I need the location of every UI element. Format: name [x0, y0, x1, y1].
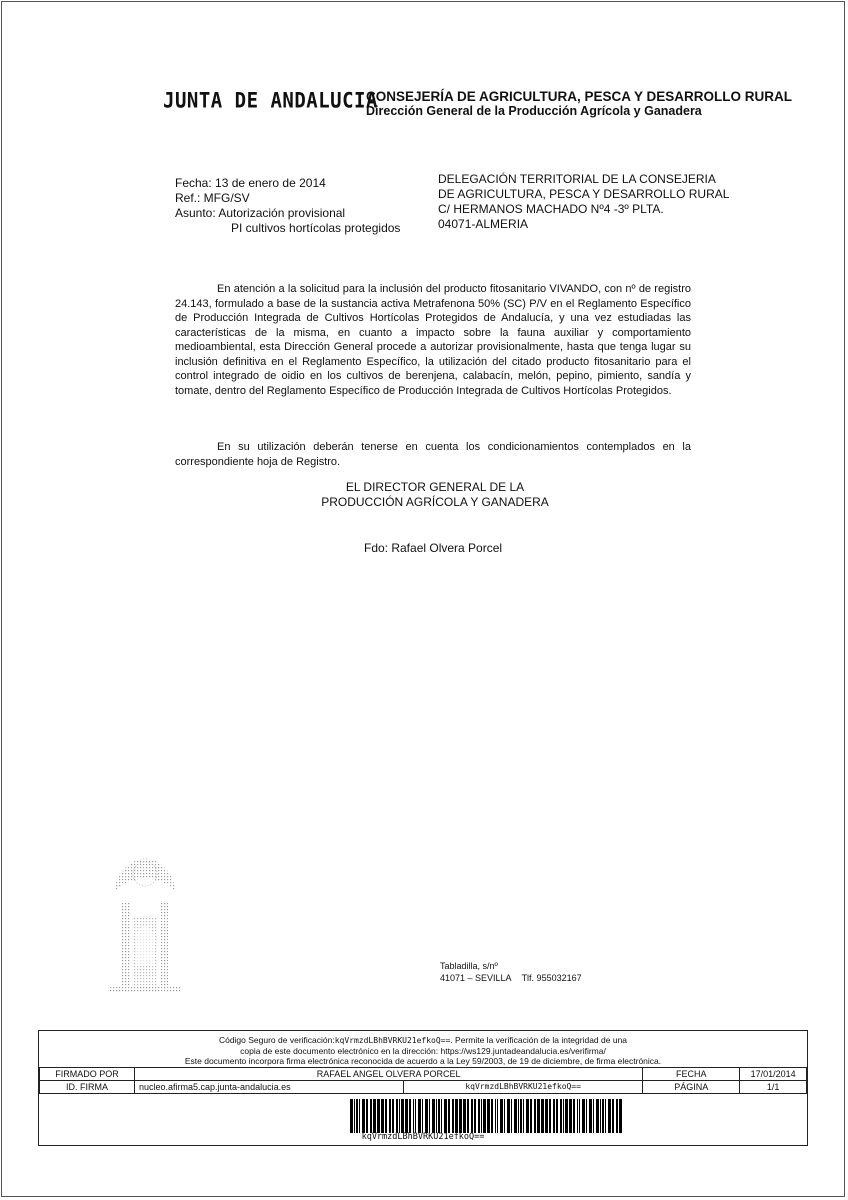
barcode-bar: [474, 1099, 476, 1133]
barcode-bar: [370, 1099, 372, 1133]
barcode-bar: [356, 1099, 358, 1133]
barcode-bar: [537, 1099, 540, 1133]
barcode-bar: [560, 1099, 562, 1133]
barcode-bar: [589, 1099, 592, 1133]
barcode-bar: [514, 1099, 517, 1133]
street: Tabladilla, s/nº: [440, 961, 498, 971]
barcode-bar: [438, 1099, 440, 1133]
idfirma-value: nucleo.afirma5.cap.junta-andalucia.es: [135, 1081, 404, 1094]
barcode-bar: [556, 1099, 558, 1133]
barcode-bar: [586, 1099, 587, 1133]
barcode-bar: [422, 1099, 423, 1133]
barcode-bar: [459, 1099, 462, 1133]
andalucia-emblem-icon: [98, 846, 192, 996]
firmado-label: FIRMADO POR: [40, 1068, 135, 1081]
barcode-bar: [409, 1099, 411, 1133]
barcode-bar: [471, 1099, 473, 1133]
barcode-bar: [573, 1099, 575, 1133]
barcode-bar: [413, 1099, 414, 1133]
barcode-bar: [381, 1099, 384, 1133]
barcode-bar: [436, 1099, 437, 1133]
consejeria-title: CONSEJERÍA DE AGRICULTURA, PESCA Y DESARROLLO RURAL: [366, 89, 793, 104]
fecha-value: 17/01/2014: [740, 1068, 807, 1081]
barcode-bar: [495, 1099, 496, 1133]
firmado-value: RAFAEL ANGEL OLVERA PORCEL: [135, 1068, 643, 1081]
barcode-bar: [354, 1099, 355, 1133]
signatory-name: Fdo: Rafael Olvera Porcel: [364, 541, 503, 555]
barcode-bar: [425, 1099, 428, 1133]
barcode-bar: [463, 1099, 466, 1133]
recipient-address: [438, 172, 729, 232]
verification-code: kqVrmzdLBhBVRKU21efkoQ==: [334, 1036, 451, 1045]
barcode-bar: [596, 1099, 599, 1133]
verification-legal-line: Este documento incorpora firma electrónica reconocida de acuerdo a la Ley 59/2003, de 19 de diciembre, de firma electrónica.: [184, 1056, 662, 1066]
barcode-bar: [396, 1099, 398, 1133]
barcode-bar: [616, 1099, 618, 1133]
barcode-bar: [511, 1099, 512, 1133]
barcode-bar: [565, 1099, 568, 1133]
barcode-bar: [582, 1099, 585, 1133]
barcode-bar: [385, 1099, 387, 1133]
barcode-bar: [602, 1099, 604, 1133]
table-row: [40, 1081, 807, 1094]
barcode-bar: [526, 1099, 529, 1133]
barcode-bar: [401, 1099, 404, 1133]
barcode-bar: [392, 1099, 394, 1133]
barcode-bar: [593, 1099, 594, 1133]
barcode-bar: [534, 1099, 536, 1133]
idfirma-label: ID. FIRMA: [40, 1081, 135, 1094]
signatory-title-line: EL DIRECTOR GENERAL DE LA: [345, 480, 525, 494]
pagina-label: PÁGINA: [643, 1081, 740, 1094]
barcode-bar: [373, 1099, 376, 1133]
barcode-bar: [389, 1099, 391, 1133]
verification-box: [38, 1030, 808, 1146]
phone: Tlf. 955032167: [521, 973, 582, 983]
barcode-text: kqVrmzdLBhBVRKU21efkoQ==: [361, 1132, 485, 1142]
idfirma-code: kqVrmzdLBhBVRKU21efkoQ==: [404, 1081, 643, 1094]
institution-address: [440, 960, 582, 984]
barcode-bar: [545, 1099, 548, 1133]
barcode-bar: [579, 1099, 580, 1133]
barcode-bar: [541, 1099, 544, 1133]
barcode-bar: [452, 1099, 454, 1133]
fecha: Fecha: 13 de enero de 2014: [175, 176, 326, 190]
reference: Ref.: MFG/SV: [175, 191, 250, 205]
pagina-value: 1/1: [740, 1081, 807, 1094]
barcode-bar: [549, 1099, 551, 1133]
signatory-title: [300, 480, 570, 510]
barcode-bar: [530, 1099, 532, 1133]
barcode-bar: [377, 1099, 380, 1133]
barcode-bar: [612, 1099, 614, 1133]
postal-city: 41071 – SEVILLA: [440, 973, 512, 983]
barcode-bar: [507, 1099, 510, 1133]
address-line: DE AGRICULTURA, PESCA Y DESARROLLO RURAL: [438, 187, 730, 201]
direccion-subtitle: Dirección General de la Producción Agrícola y Ganadera: [366, 104, 702, 118]
asunto: Asunto: Autorización provisional: [175, 206, 346, 220]
barcode-bar: [504, 1099, 505, 1133]
verification-text: [39, 1035, 807, 1066]
barcode-bar: [444, 1099, 447, 1133]
barcode-bar: [432, 1099, 435, 1133]
barcode-bar: [497, 1099, 498, 1133]
barcode-bar: [399, 1099, 400, 1133]
barcode-bar: [600, 1099, 601, 1133]
barcode-bar: [366, 1099, 368, 1133]
address-line: 04071-ALMERIA: [438, 217, 529, 231]
verification-prefix: Código Seguro de verificación:: [218, 1035, 335, 1045]
barcode-bar: [520, 1099, 522, 1133]
address-line: DELEGACIÓN TERRITORIAL DE LA CONSEJERIA: [438, 172, 716, 186]
verification-url-line: copia de este documento electrónico en la dirección: https://ws129.juntadeandalucia.es/verifirma/: [240, 1046, 606, 1056]
verification-suffix: . Permite la verificación de la integridad de una: [450, 1035, 628, 1045]
barcode-bar: [500, 1099, 503, 1133]
barcode-bar: [448, 1099, 450, 1133]
barcode-bar: [359, 1099, 360, 1133]
barcode-bar: [605, 1099, 606, 1133]
barcode: [350, 1099, 625, 1133]
barcode-bar: [487, 1099, 490, 1133]
barcode-bar: [429, 1099, 430, 1133]
barcode-bar: [478, 1099, 480, 1133]
barcode-bar: [483, 1099, 486, 1133]
barcode-bar: [577, 1099, 578, 1133]
barcode-bar: [415, 1099, 416, 1133]
barcode-bar: [405, 1099, 408, 1133]
city-phone: [440, 972, 582, 984]
body-paragraph-1: En atención a la solicitud para la inclusión del producto fitosanitario VIVANDO, con nº de registro 24.143, formulado a base de la sustancia activa Metrafenona 50% (SC) P/V en el Reglamento Específico de Producción Integrada de Cultivos Hortícolas Protegidos de Andalucía, y una vez estudiadas las características de la misma, en cuanto a impacto sobre la fauna auxiliar y comportamiento medioambiental, esta Dirección General procede a autorizar provisionalmente, hasta que tenga lugar su inclusión definitiva en el Reglamento Específico, la utilización del citado producto fitosanitario para el control integrado de oidio en los cultivos de berenjena, calabacín, melón, pepino, pimiento, sandía y tomate, dentro del Reglamento Específico de Producción Integrada de Cultivos Hortícolas Protegidos.: [175, 283, 691, 397]
barcode-bar: [619, 1099, 622, 1133]
barcode-bar: [518, 1099, 519, 1133]
barcode-bar: [455, 1099, 458, 1133]
asunto-detail: PI cultivos hortícolas protegidos: [231, 221, 401, 235]
junta-logo-text: JUNTA DE ANDALUCIA: [163, 88, 378, 114]
table-row: [40, 1068, 807, 1081]
barcode-bar: [553, 1099, 555, 1133]
address-line: C/ HERMANOS MACHADO Nº4 -3º PLTA.: [438, 202, 664, 216]
document-meta: [175, 176, 400, 236]
fecha-label: FECHA: [643, 1068, 740, 1081]
barcode-bar: [467, 1099, 469, 1133]
signature-table: [39, 1067, 807, 1094]
barcode-bar: [563, 1099, 564, 1133]
barcode-bar: [491, 1099, 493, 1133]
barcode-bar: [350, 1099, 353, 1133]
barcode-bar: [481, 1099, 482, 1133]
barcode-bar: [569, 1099, 572, 1133]
barcode-bar: [523, 1099, 524, 1133]
body-paragraph-2: En su utilización deberán tenerse en cuenta los condicionamientos contemplados en la correspondiente hoja de Registro.: [175, 441, 691, 468]
signatory-title-line: PRODUCCIÓN AGRÍCOLA Y GANADERA: [321, 495, 549, 509]
barcode-bar: [441, 1099, 442, 1133]
barcode-bar: [418, 1099, 421, 1133]
barcode-bar: [608, 1099, 611, 1133]
barcode-bar: [362, 1099, 365, 1133]
